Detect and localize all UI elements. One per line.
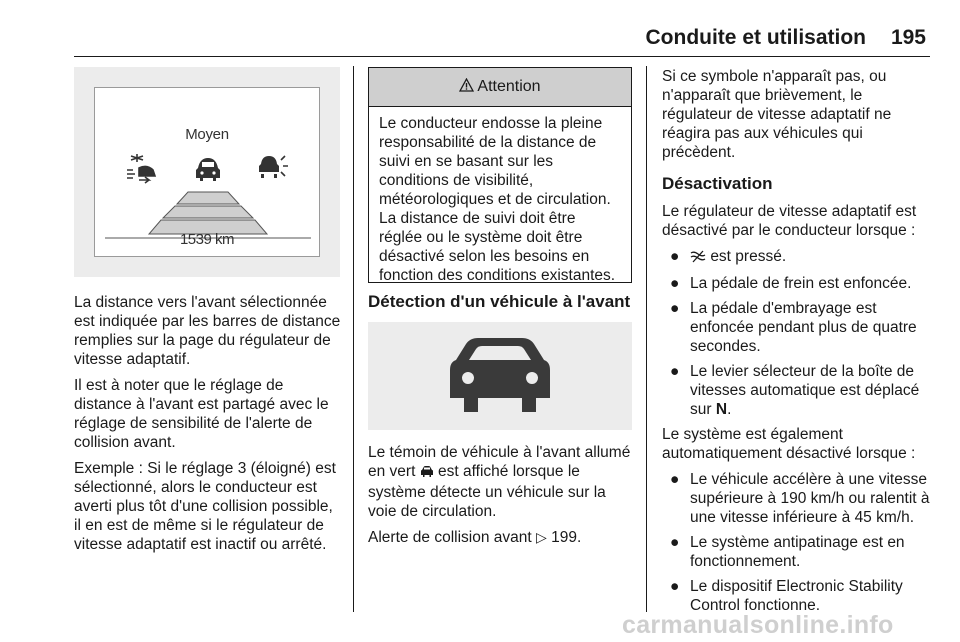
section-title-deactivation: Désactivation <box>662 174 773 193</box>
sensor-blocked-icon <box>127 154 155 183</box>
list-item-text: Le véhicule accélère à une vitesse supérieure à 190 km/h ou ralentit à une vitesse inférieure à 45 km/h. <box>690 471 930 526</box>
punctuation: . <box>727 401 732 418</box>
attention-text: Le conducteur endosse la pleine responsabilité de la distance de suivi en se basant sur les conditions de visibilité, météorologiques et de circulation. La distance de suivi doit être réglée ou le système doit être désactivé selon les besoins en fonction des conditions existantes. <box>379 115 616 284</box>
paragraph <box>368 528 636 547</box>
auto-deactivation-list <box>662 470 930 615</box>
bullet: ● <box>670 300 680 317</box>
paragraph: Exemple : Si le réglage 3 (éloigné) est sélectionné, alors le conducteur est averti plus tôt d'une collision possible, il en est de même si le régulateur de vitesse adaptatif est inactif ou arrêté. <box>74 460 336 553</box>
acc-display-screen <box>94 87 320 257</box>
warning-icon <box>459 78 474 97</box>
vehicle-ahead-figure <box>368 322 632 430</box>
list-item-text: Le dispositif Electronic Stability Control fonctionne. <box>690 578 903 614</box>
collision-warning-icon <box>259 156 288 178</box>
section-title-detection: Détection d'un véhicule à l'avant <box>368 292 631 311</box>
odometer-readout: 1539 km <box>179 231 235 248</box>
vehicle-ahead-large-icon <box>368 322 632 430</box>
paragraph: Le système est également automatiquement désactivé lorsque : <box>662 426 916 462</box>
paragraph: La distance vers l'avant sélectionnée est indiquée par les barres de distance remplies sur la page du régulateur de vitesse adaptatif. <box>74 294 341 368</box>
paragraph-text: Le témoin de véhicule à l'avant allumé en vert <box>368 444 631 480</box>
paragraph <box>368 443 636 521</box>
list-item <box>662 577 930 615</box>
list-item-text: La pédale d'embrayage est enfoncée pendant plus de quatre secondes. <box>690 300 917 355</box>
bullet: ● <box>670 471 680 488</box>
bullet: ● <box>670 534 680 551</box>
gap-mode-label: Moyen <box>185 126 229 143</box>
chapter-title: Conduite et utilisation <box>645 26 866 49</box>
deactivation-list <box>662 247 930 419</box>
page-reference-arrow-icon[interactable]: ▷ <box>536 529 547 545</box>
list-item-text: Le levier sélecteur de la boîte de vitesses automatique est déplacé sur <box>690 363 920 418</box>
vehicle-ahead-inline-icon <box>420 464 434 483</box>
list-item <box>662 533 930 571</box>
page-number: 195 <box>890 26 926 49</box>
list-item <box>662 274 930 293</box>
vehicle-ahead-icon <box>196 158 220 181</box>
gear-position-n: N <box>715 401 728 418</box>
list-item-text: Le système antipatinage est en fonctionnement. <box>690 534 905 570</box>
list-item <box>662 247 930 268</box>
bullet: ● <box>670 578 680 595</box>
header-divider <box>74 56 930 57</box>
column-divider-right <box>646 66 647 612</box>
attention-box <box>368 67 632 283</box>
list-item-text: est pressé. <box>710 248 787 265</box>
page-reference[interactable]: 199. <box>551 529 582 546</box>
column-3-text <box>662 67 930 621</box>
column-1-text <box>74 293 342 561</box>
attention-label: Attention <box>477 78 541 95</box>
list-item <box>662 470 930 527</box>
paragraph: Le régulateur de vitesse adaptatif est désactivé par le conducteur lorsque : <box>662 203 917 239</box>
paragraph: Si ce symbole n'apparaît pas, ou n'apparaît que brièvement, le régulateur de vitesse adaptatif ne réagira pas aux véhicules qui précèdent. <box>662 68 892 161</box>
bullet: ● <box>670 275 680 292</box>
attention-header <box>369 68 631 107</box>
bullet: ● <box>670 248 680 265</box>
distance-bars <box>149 192 267 234</box>
acc-display-figure <box>74 67 340 277</box>
paragraph-text: Alerte de collision avant <box>368 529 532 546</box>
list-item-text: La pédale de frein est enfoncée. <box>690 275 912 292</box>
site-watermark: carmanualsonline.info <box>622 611 894 639</box>
list-item <box>662 362 930 419</box>
paragraph-text: est affiché lorsque le système détecte un véhicule sur la voie de circulation. <box>368 463 606 520</box>
bullet: ● <box>670 363 680 380</box>
list-item <box>662 299 930 356</box>
column-divider-left <box>353 66 354 612</box>
cruise-cancel-icon <box>690 249 706 268</box>
paragraph: Il est à noter que le réglage de distance à l'avant est partagé avec le réglage de sensibilité de l'alerte de collision avant. <box>74 377 329 451</box>
detection-text <box>368 443 636 554</box>
